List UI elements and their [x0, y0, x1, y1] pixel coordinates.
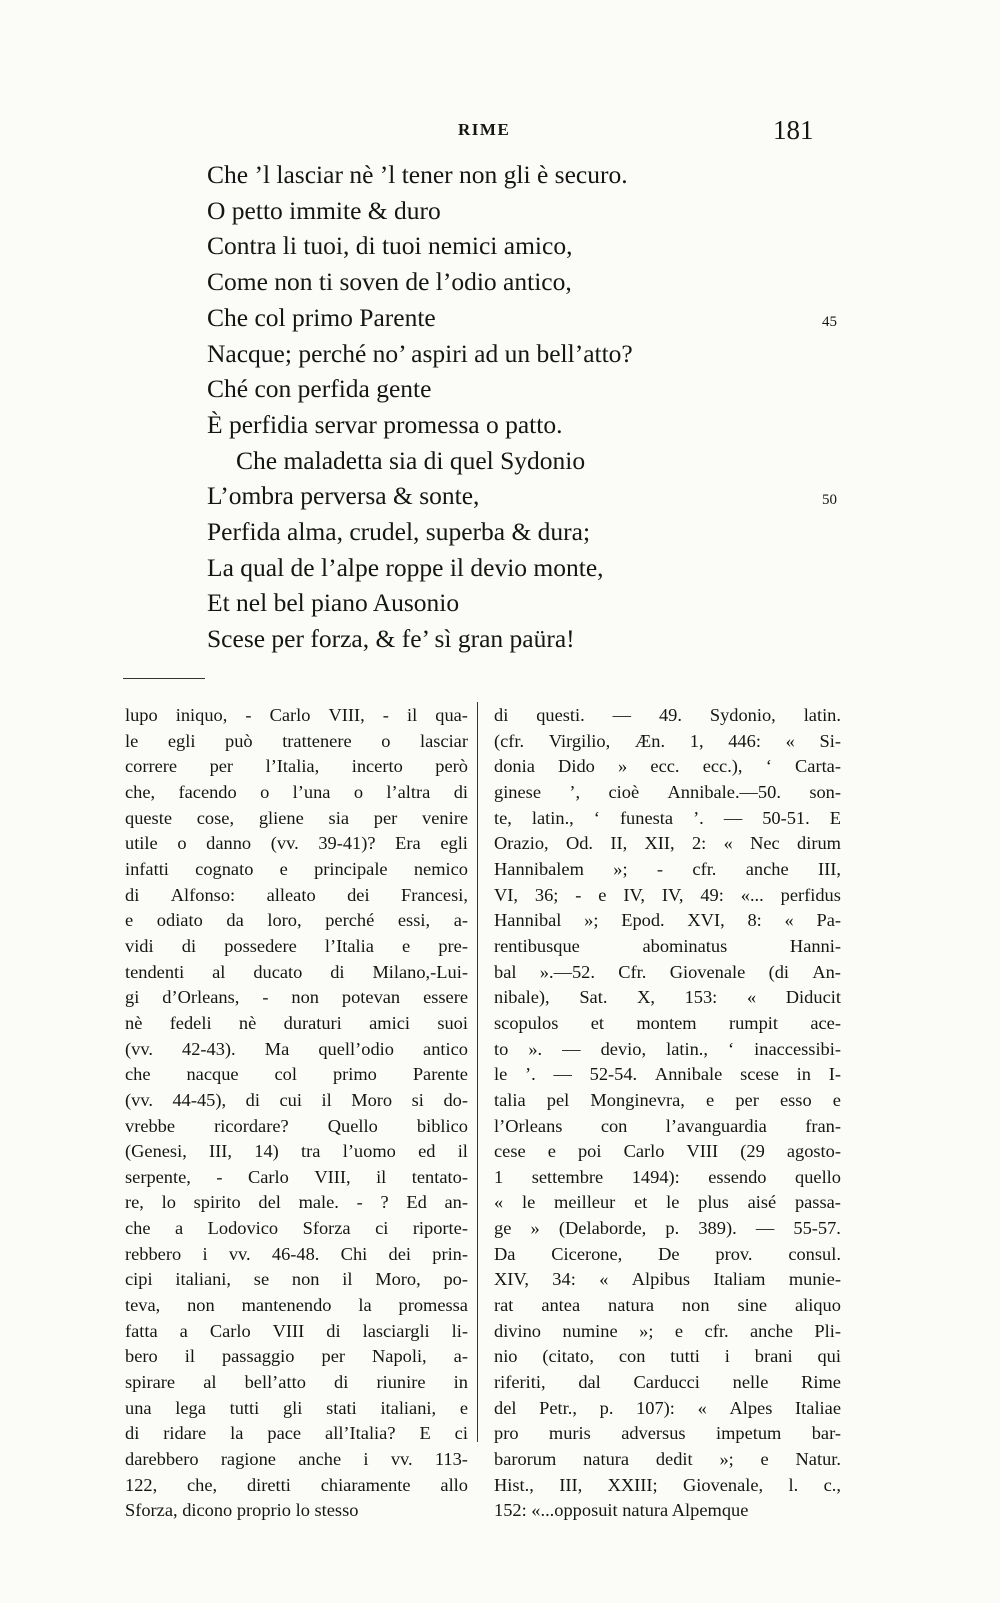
- note-line: pro muris adversus impetum bar-: [494, 1423, 841, 1444]
- verse-line: L’ombra perversa & sonte,: [207, 481, 480, 511]
- note-line: nibale), Sat. X, 153: « Diducit: [494, 987, 841, 1008]
- verse-number: 45: [822, 313, 837, 330]
- note-line: (vv. 44-45), di cui il Moro si do-: [125, 1089, 468, 1110]
- verse-line: Che maladetta sia di quel Sydonio: [236, 445, 586, 475]
- note-line: cese e poi Carlo VIII (29 agosto-: [494, 1141, 841, 1162]
- note-line: (vv. 42-43). Ma quell’odio antico: [125, 1038, 468, 1059]
- note-line: lupo iniquo, - Carlo VIII, - il qua-: [125, 705, 468, 725]
- note-line: scopulos et montem rumpit ace-: [494, 1012, 841, 1033]
- notes-column-left: [125, 703, 468, 1524]
- note-line: teva, non mantenendo la promessa: [125, 1295, 468, 1316]
- note-line: rentibusque abominatus Hanni-: [494, 935, 841, 956]
- notes-column-right: [494, 703, 841, 1524]
- note-line: talia pel Monginevra, e per esso e: [494, 1089, 841, 1110]
- note-line: tendenti al ducato di Milano,-Lui-: [125, 961, 468, 982]
- verse-line: Ché con perfida gente: [207, 374, 432, 404]
- note-line: (Genesi, III, 14) tra l’uomo ed il: [125, 1141, 468, 1162]
- note-line: cipi italiani, se non il Moro, po-: [125, 1269, 468, 1290]
- note-line: fatta a Carlo VIII di lasciargli li-: [125, 1320, 468, 1341]
- note-line: vidi di possedere l’Italia e pre-: [125, 935, 468, 956]
- note-line: di questi. — 49. Sydonio, latin.: [494, 705, 841, 725]
- verse-line: Che ’l lasciar nè ’l tener non gli è securo.: [207, 160, 628, 189]
- note-line: bal ».—52. Cfr. Giovenale (di An-: [494, 961, 841, 982]
- note-line: nè fedeli nè duraturi amici suoi: [125, 1012, 468, 1033]
- note-line: nio (citato, con tutti i brani qui: [494, 1346, 841, 1367]
- note-line: gi d’Orleans, - non potevan essere: [125, 987, 468, 1008]
- note-line: utile o danno (vv. 39-41)? Era egli: [125, 833, 468, 854]
- note-line: rebbero i vv. 46-48. Chi dei prin-: [125, 1243, 468, 1264]
- poem-text: [207, 157, 797, 657]
- verse-line: Che col primo Parente: [207, 302, 436, 332]
- verse-line: La qual de l’alpe roppe il devio monte,: [207, 552, 604, 582]
- note-line: to ». — devio, latin., ‘ inaccessibi-: [494, 1038, 841, 1059]
- note-line: le egli può trattenere o lasciar: [125, 730, 468, 751]
- note-line: che a Lodovico Sforza ci riporte-: [125, 1218, 468, 1239]
- note-line: bero il passaggio per Napoli, a-: [125, 1346, 468, 1367]
- verse-line: Scese per forza, & fe’ sì gran paüra!: [207, 624, 575, 654]
- verse-line: Come non ti soven de l’odio antico,: [207, 267, 572, 297]
- note-line: re, lo spirito del male. - ? Ed an-: [125, 1192, 468, 1213]
- column-divider: [477, 702, 478, 1442]
- verse-line: È perfidia servar promessa o patto.: [207, 409, 563, 439]
- verse-line: Perfida alma, crudel, superba & dura;: [207, 517, 591, 547]
- verse-line: O petto immite & duro: [207, 195, 441, 225]
- note-line: una lega tutti gli stati italiani, e: [125, 1397, 468, 1418]
- note-line: correre per l’Italia, incerto però: [125, 756, 468, 777]
- note-line: l’Orleans con l’avanguardia fran-: [494, 1115, 841, 1136]
- note-line: queste cose, gliene sia per venire: [125, 807, 468, 828]
- note-line: ge » (Delaborde, p. 389). — 55-57.: [494, 1218, 841, 1239]
- footnote-separator: [123, 678, 205, 679]
- note-line: VI, 36; - e IV, IV, 49: «... perfidus: [494, 884, 841, 905]
- note-line: che nacque col primo Parente: [125, 1064, 468, 1085]
- verse-line: Et nel bel piano Ausonio: [207, 588, 460, 618]
- note-line: 152: «...opposuit natura Alpemque: [494, 1500, 749, 1521]
- note-line: che, facendo o l’una o l’altra di: [125, 781, 468, 802]
- note-line: Hannibal »; Epod. XVI, 8: « Pa-: [494, 910, 841, 931]
- note-line: serpente, - Carlo VIII, il tentato-: [125, 1166, 468, 1187]
- note-line: e odiato da loro, perché essi, a-: [125, 910, 468, 931]
- note-line: darebbero ragione anche i vv. 113-: [125, 1449, 468, 1470]
- note-line: del Petr., p. 107): « Alpes Italiae: [494, 1397, 841, 1418]
- verse-number: 50: [822, 492, 837, 509]
- note-line: Hannibalem »; - cfr. anche III,: [494, 858, 841, 879]
- running-header: RIME: [458, 120, 511, 139]
- note-line: vrebbe ricordare? Quello biblico: [125, 1115, 468, 1136]
- note-line: riferiti, dal Carducci nelle Rime: [494, 1372, 841, 1393]
- note-line: le ’. — 52-54. Annibale scese in I-: [494, 1064, 841, 1085]
- note-line: barorum natura dedit »; e Natur.: [494, 1449, 841, 1470]
- page-number: 181: [773, 115, 814, 145]
- note-line: XIV, 34: « Alpibus Italiam munie-: [494, 1269, 841, 1290]
- note-line: Da Cicerone, De prov. consul.: [494, 1243, 841, 1264]
- note-line: ginese ’, cioè Annibale.—50. son-: [494, 781, 841, 802]
- note-line: di ridare la pace all’Italia? E ci: [125, 1423, 468, 1444]
- note-line: Hist., III, XXIII; Giovenale, l. c.,: [494, 1474, 841, 1495]
- note-line: « le meilleur et le plus aisé passa-: [494, 1192, 841, 1213]
- note-line: 1 settembre 1494): essendo quello: [494, 1166, 841, 1187]
- note-line: spirare al bell’atto di riunire in: [125, 1372, 468, 1393]
- note-line: divino numine »; e cfr. anche Pli-: [494, 1320, 841, 1341]
- note-line: donia Dido » ecc. ecc.), ‘ Carta-: [494, 756, 841, 777]
- note-line: di Alfonso: alleato dei Francesi,: [125, 884, 468, 905]
- note-line: (cfr. Virgilio, Æn. 1, 446: « Si-: [494, 730, 841, 751]
- note-line: Sforza, dicono proprio lo stesso: [125, 1500, 359, 1521]
- verse-line: Nacque; perché no’ aspiri ad un bell’atto?: [207, 338, 633, 368]
- note-line: infatti cognato e principale nemico: [125, 858, 468, 879]
- verse-line: Contra li tuoi, di tuoi nemici amico,: [207, 231, 573, 261]
- note-line: te, latin., ‘ funesta ’. — 50-51. E: [494, 807, 841, 828]
- note-line: 122, che, diretti chiaramente allo: [125, 1474, 468, 1495]
- note-line: Orazio, Od. II, XII, 2: « Nec dirum: [494, 833, 841, 854]
- note-line: rat antea natura non sine aliquo: [494, 1295, 841, 1316]
